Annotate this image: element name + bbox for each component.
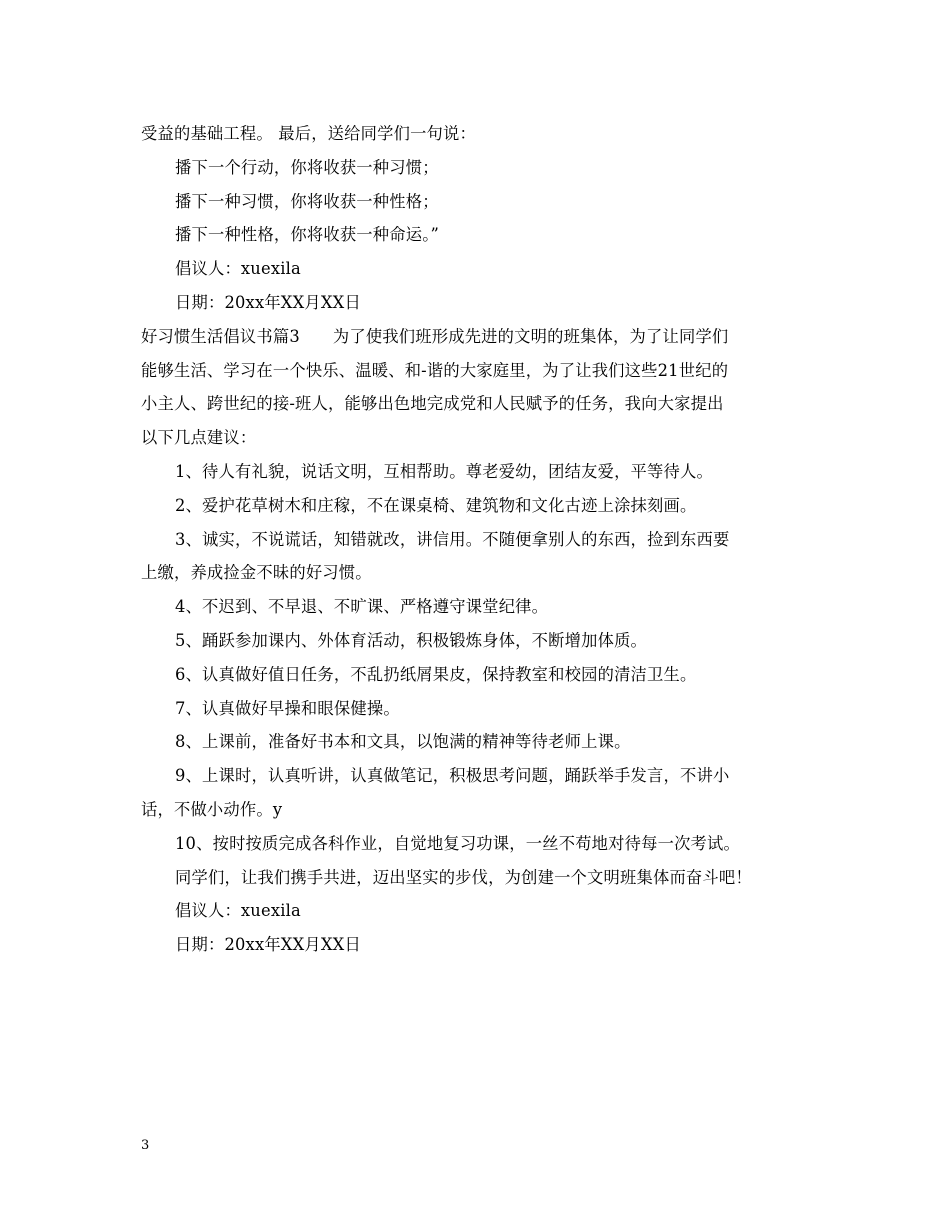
list-item: 4、不迟到、不早退、不旷课、严格遵守课堂纪律。 — [175, 597, 549, 617]
text-line: 播下一个行动，你将收获一种习惯； — [175, 157, 439, 177]
page-number: 3 — [141, 1138, 150, 1153]
text-line: 小主人、跨世纪的接-班人，能够出色地完成党和人民赋予的任务，我向大家提出 — [141, 394, 724, 414]
list-item: 10、按时按质完成各科作业，自觉地复习功课，一丝不苟地对待每一次考试。 — [175, 833, 741, 853]
proposer-line: 倡议人：xuexila — [175, 901, 301, 921]
proposer-line: 倡议人：xuexila — [175, 259, 301, 279]
list-item: 3、诚实，不说谎话，知错就改，讲信用。不随便拿别人的东西，捡到东西要 — [175, 529, 730, 549]
text-line: 以下几点建议： — [141, 428, 257, 448]
text-line: 受益的基础工程。 最后，送给同学们一句说： — [141, 124, 477, 143]
text-line: 播下一种习惯，你将收获一种性格； — [175, 191, 439, 211]
list-item: 8、上课前，准备好书本和文具，以饱满的精神等待老师上课。 — [175, 732, 631, 752]
date-line: 日期：20xx年XX月XX日 — [175, 292, 361, 312]
closing-line: 同学们，让我们携手共进，迈出坚实的步伐，为创建一个文明班集体而奋斗吧！ — [175, 867, 752, 887]
document-body — [141, 117, 816, 962]
list-item: 1、待人有礼貌，说话文明，互相帮助。尊老爱幼，团结友爱，平等待人。 — [175, 461, 713, 481]
text-line: 播下一种性格，你将收获一种命运。” — [175, 225, 440, 245]
text-line: 能够生活、学习在一个快乐、温暖、和-谐的大家庭里，为了让我们这些21世纪的 — [141, 360, 729, 380]
list-item: 5、踊跃参加课内、外体育活动，积极锻炼身体，不断增加体质。 — [175, 630, 648, 650]
list-item: 6、认真做好值日任务，不乱扔纸屑果皮，保持教室和校园的清洁卫生。 — [175, 664, 697, 684]
list-item-continuation: 话，不做小动作。y — [141, 799, 283, 819]
date-line: 日期：20xx年XX月XX日 — [175, 935, 361, 955]
list-item: 2、爱护花草树木和庄稼，不在课桌椅、建筑物和文化古迹上涂抹刻画。 — [175, 495, 697, 515]
list-item-continuation: 上缴，养成捡金不昧的好习惯。 — [141, 563, 372, 583]
list-item: 9、上课时，认真听讲，认真做笔记，积极思考问题，踊跃举手发言，不讲小 — [175, 766, 730, 786]
list-item: 7、认真做好早操和眼保健操。 — [175, 698, 400, 718]
section-heading-line: 好习惯生活倡议书篇3 为了使我们班形成先进的文明的班集体，为了让同学们 — [141, 326, 729, 346]
